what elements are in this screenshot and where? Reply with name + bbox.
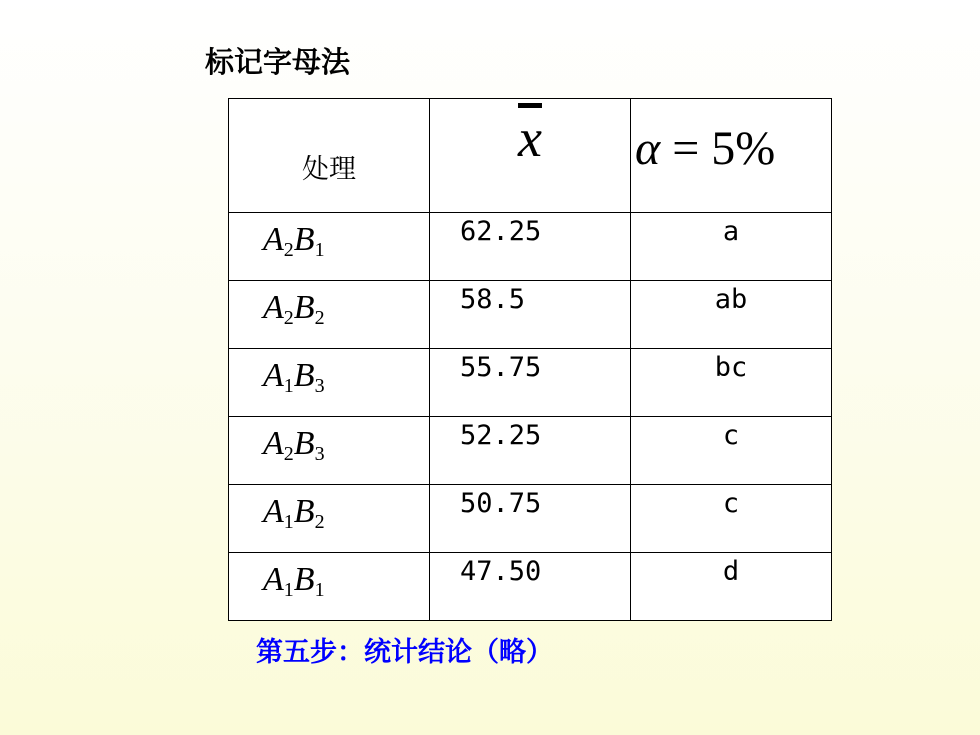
- treatment-label: $A_2B_3$: [263, 425, 325, 465]
- significance-letter: a: [722, 216, 740, 247]
- header-cell-alpha: [631, 99, 832, 213]
- treatment-label: $A_2B_2$: [263, 289, 325, 329]
- header-cell-treatment: [229, 99, 430, 213]
- mean-cell: [430, 349, 631, 417]
- treatment-cell: [229, 349, 430, 417]
- table-header-row: [229, 99, 832, 213]
- mean-cell: [430, 417, 631, 485]
- mean-cell: [430, 213, 631, 281]
- letter-cell: [631, 213, 832, 281]
- table-row: [229, 553, 832, 621]
- mean-value: 52.25: [460, 420, 542, 451]
- letter-cell: [631, 417, 832, 485]
- mean-value: 50.75: [460, 488, 542, 519]
- table-row: [229, 213, 832, 281]
- significance-letter: d: [722, 556, 740, 587]
- treatment-label: $A_1B_1$: [263, 561, 325, 601]
- mean-value: 58.5: [460, 284, 526, 315]
- mean-value: 62.25: [460, 216, 542, 247]
- table-row: [229, 417, 832, 485]
- treatment-cell: [229, 553, 430, 621]
- treatment-cell: [229, 417, 430, 485]
- table-row: [229, 281, 832, 349]
- treatment-cell: [229, 485, 430, 553]
- table-row: [229, 349, 832, 417]
- letter-cell: [631, 281, 832, 349]
- table-row: [229, 485, 832, 553]
- significance-letter: c: [722, 420, 740, 451]
- significance-letter: c: [722, 488, 740, 519]
- treatment-label: $A_2B_1$: [263, 221, 325, 261]
- treatment-label: $A_1B_3$: [263, 357, 325, 397]
- multiple-comparison-table: [228, 98, 832, 621]
- mean-cell: [430, 553, 631, 621]
- header-significance-level: α = 5%: [635, 122, 776, 175]
- page-title: 标记字母法: [205, 45, 351, 79]
- mean-cell: [430, 485, 631, 553]
- header-treatment-label: 处理: [302, 154, 356, 185]
- mean-value: 47.50: [460, 556, 542, 587]
- significance-letter: bc: [714, 352, 748, 383]
- conclusion-text: 第五步：统计结论（略）: [256, 637, 553, 668]
- header-mean-symbol: $\overline{x}$: [518, 108, 542, 168]
- mean-value: 55.75: [460, 352, 542, 383]
- treatment-label: $A_1B_2$: [263, 493, 325, 533]
- treatment-cell: [229, 281, 430, 349]
- treatment-cell: [229, 213, 430, 281]
- letter-cell: [631, 349, 832, 417]
- letter-cell: [631, 553, 832, 621]
- mean-cell: [430, 281, 631, 349]
- significance-letter: ab: [714, 284, 748, 315]
- letter-cell: [631, 485, 832, 553]
- header-cell-mean: [430, 99, 631, 213]
